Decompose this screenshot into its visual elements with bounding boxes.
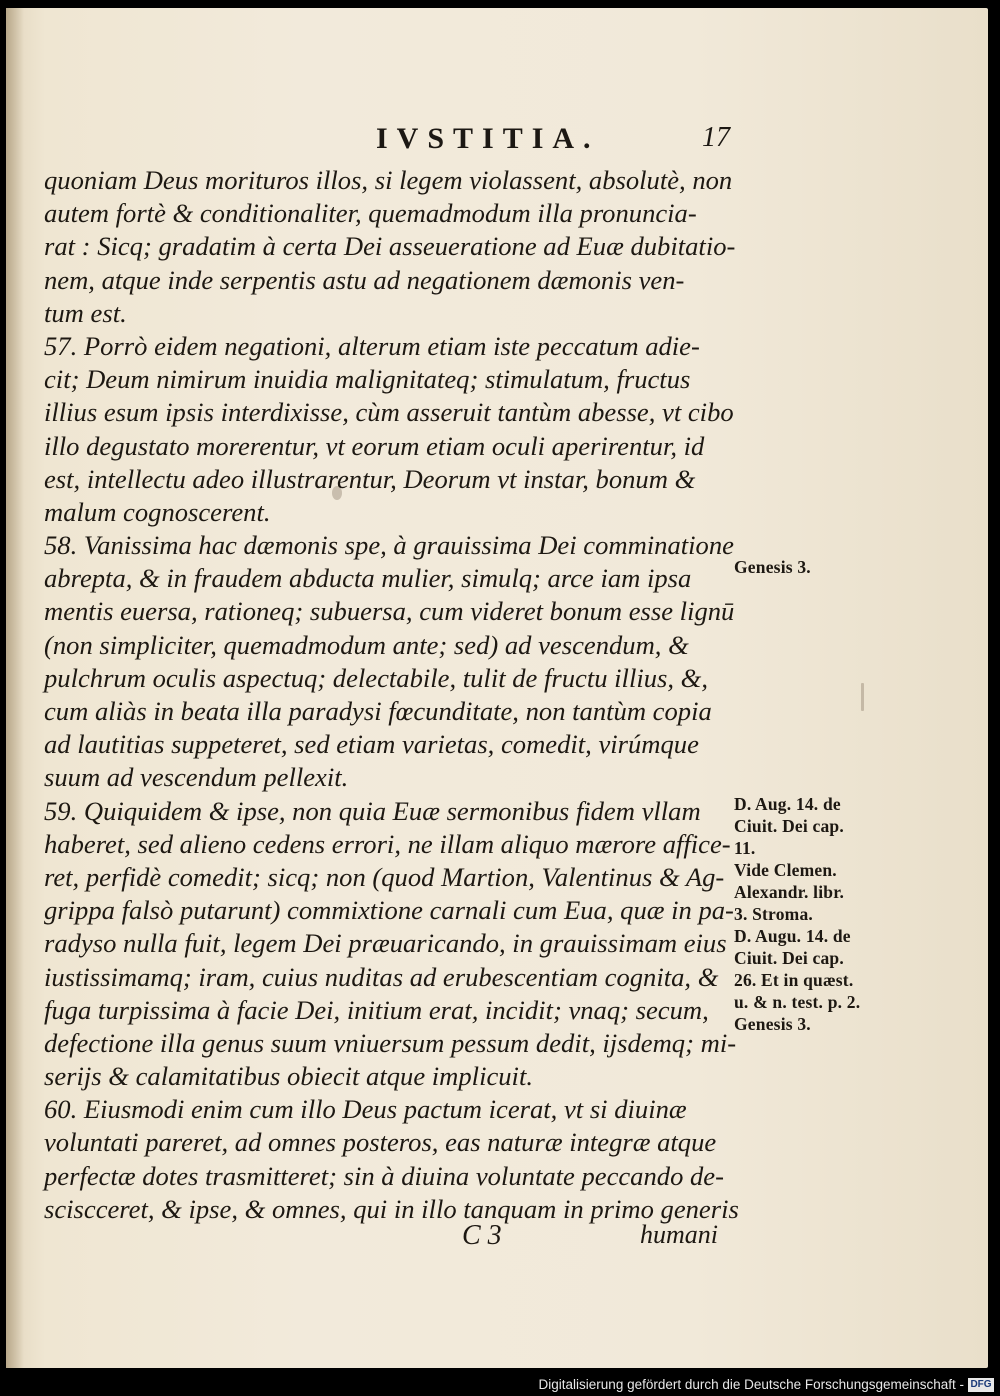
running-title: IVSTITIA. [376,122,600,155]
text-line: quoniam Deus morituros illos, si legem violassent, absolutè, non [44,165,733,195]
text-line: illius esum ipsis interdixisse, cùm asseruit tantùm abesse, vt cibo [44,397,734,428]
text-line: cum aliàs in beata illa paradysi fœcunditate, non tantùm copia [44,696,712,726]
text-line: cit; Deum nimirum inuidia malignitateq; stimulatum, fructus [44,364,691,395]
margin-note-line: 11. [734,838,756,858]
text-line: illo degustato morerentur, vt eorum etiam oculi aperirentur, id [44,430,705,461]
margin-note-line: Genesis 3. [734,557,811,577]
text-line: radyso nulla fuit, legem Dei præuaricando, in grauissimam eius [44,928,727,959]
text-line: autem fortè & conditionaliter, quemadmodum illa pronuncia- [44,198,697,229]
text-line: suum ad vescendum pellexit. [44,762,349,793]
margin-note-line: Ciuit. Dei cap. [734,816,844,836]
margin-note-augustine [734,793,884,1035]
text-line: rat : Sicq; gradatim à certa Dei asseueratione ad Euæ dubitatio- [44,231,736,262]
dfg-logo: DFG [968,1378,994,1392]
text-line: mentis euersa, rationeq; subuersa, cum videret bonum esse lignū [44,596,735,627]
body-text [44,164,744,1226]
margin-note-line: D. Augu. 14. de [734,926,851,946]
text-line: sciscceret, & ipse, & omnes, qui in illo tanquam in primo generis [44,1193,739,1224]
digitization-credit: Digitalisierung gefördert durch die Deutsche Forschungsgemeinschaft - [538,1377,964,1392]
text-line: ret, perfidè comedit; sicq; non (quod Martion, Valentinus & Ag- [44,861,725,892]
text-line: ad lautitias suppeteret, sed etiam varietas, comedit, virúmque [44,729,699,760]
text-line: malum cognoscerent. [44,496,271,527]
text-line: voluntati pareret, ad omnes posteros, eas naturæ integræ atque [44,1127,717,1158]
page-mark [861,683,864,711]
signature-mark: C 3 [462,1220,502,1251]
margin-note-line: Ciuit. Dei cap. [734,948,844,968]
margin-note-line: Vide Clemen. [734,860,837,880]
text-line: pulchrum oculis aspectuq; delectabile, tulit de fructu illius, &, [44,662,708,693]
text-line: fuga turpissima à facie Dei, initium erat, incidit; vnaq; secum, [44,994,709,1025]
margin-note-line: D. Aug. 14. de [734,794,841,814]
text-line: perfectæ dotes trasmitteret; sin à diuina voluntate peccando de- [44,1160,724,1191]
text-line: abrepta, & in fraudem abducta mulier, simulq; arce iam ipsa [44,563,692,594]
text-line: defectione illa genus suum vniuersum pessum dedit, ijsdemq; mi- [44,1027,737,1058]
text-line: iustissimamq; iram, cuius nuditas ad erubescentiam cognita, & [44,961,719,992]
text-line: haberet, sed alieno cedens errori, ne illam aliquo mærore affice- [44,828,731,859]
text-line: grippa falsò putarunt) commixtione carnali cum Eua, quæ in pa- [44,895,734,926]
text-line: 57. Porrò eidem negationi, alterum etiam iste peccatum adie- [44,330,700,361]
catchword: humani [640,1220,718,1249]
margin-note-line: 26. Et in quæst. [734,970,854,990]
margin-note-genesis [734,556,884,578]
margin-note-line: Genesis 3. [734,1014,811,1034]
text-line: 60. Eiusmodi enim cum illo Deus pactum icerat, vt si diuinæ [44,1094,687,1125]
running-header [330,122,750,162]
text-line: serijs & calamitatibus obiecit atque implicuit. [44,1061,533,1092]
margin-note-line: 3. Stroma. [734,904,813,924]
page-number: 17 [702,122,730,153]
text-line: 58. Vanissima hac dæmonis spe, à grauissima Dei comminatione [44,530,734,561]
text-line: (non simpliciter, quemadmodum ante; sed) ad vescendum, & [44,629,689,660]
margin-note-line: Alexandr. libr. [734,882,845,902]
text-line: 59. Quiquidem & ipse, non quia Euæ sermonibus fidem vllam [44,795,701,826]
text-line: tum est. [44,297,127,328]
page-footer [0,1212,730,1252]
margin-note-line: u. & n. test. p. 2. [734,992,861,1012]
text-line: est, intellectu adeo illustrarentur, Deorum vt instar, bonum & [44,463,696,494]
text-line: nem, atque inde serpentis astu ad negationem dæmonis ven- [44,264,685,295]
